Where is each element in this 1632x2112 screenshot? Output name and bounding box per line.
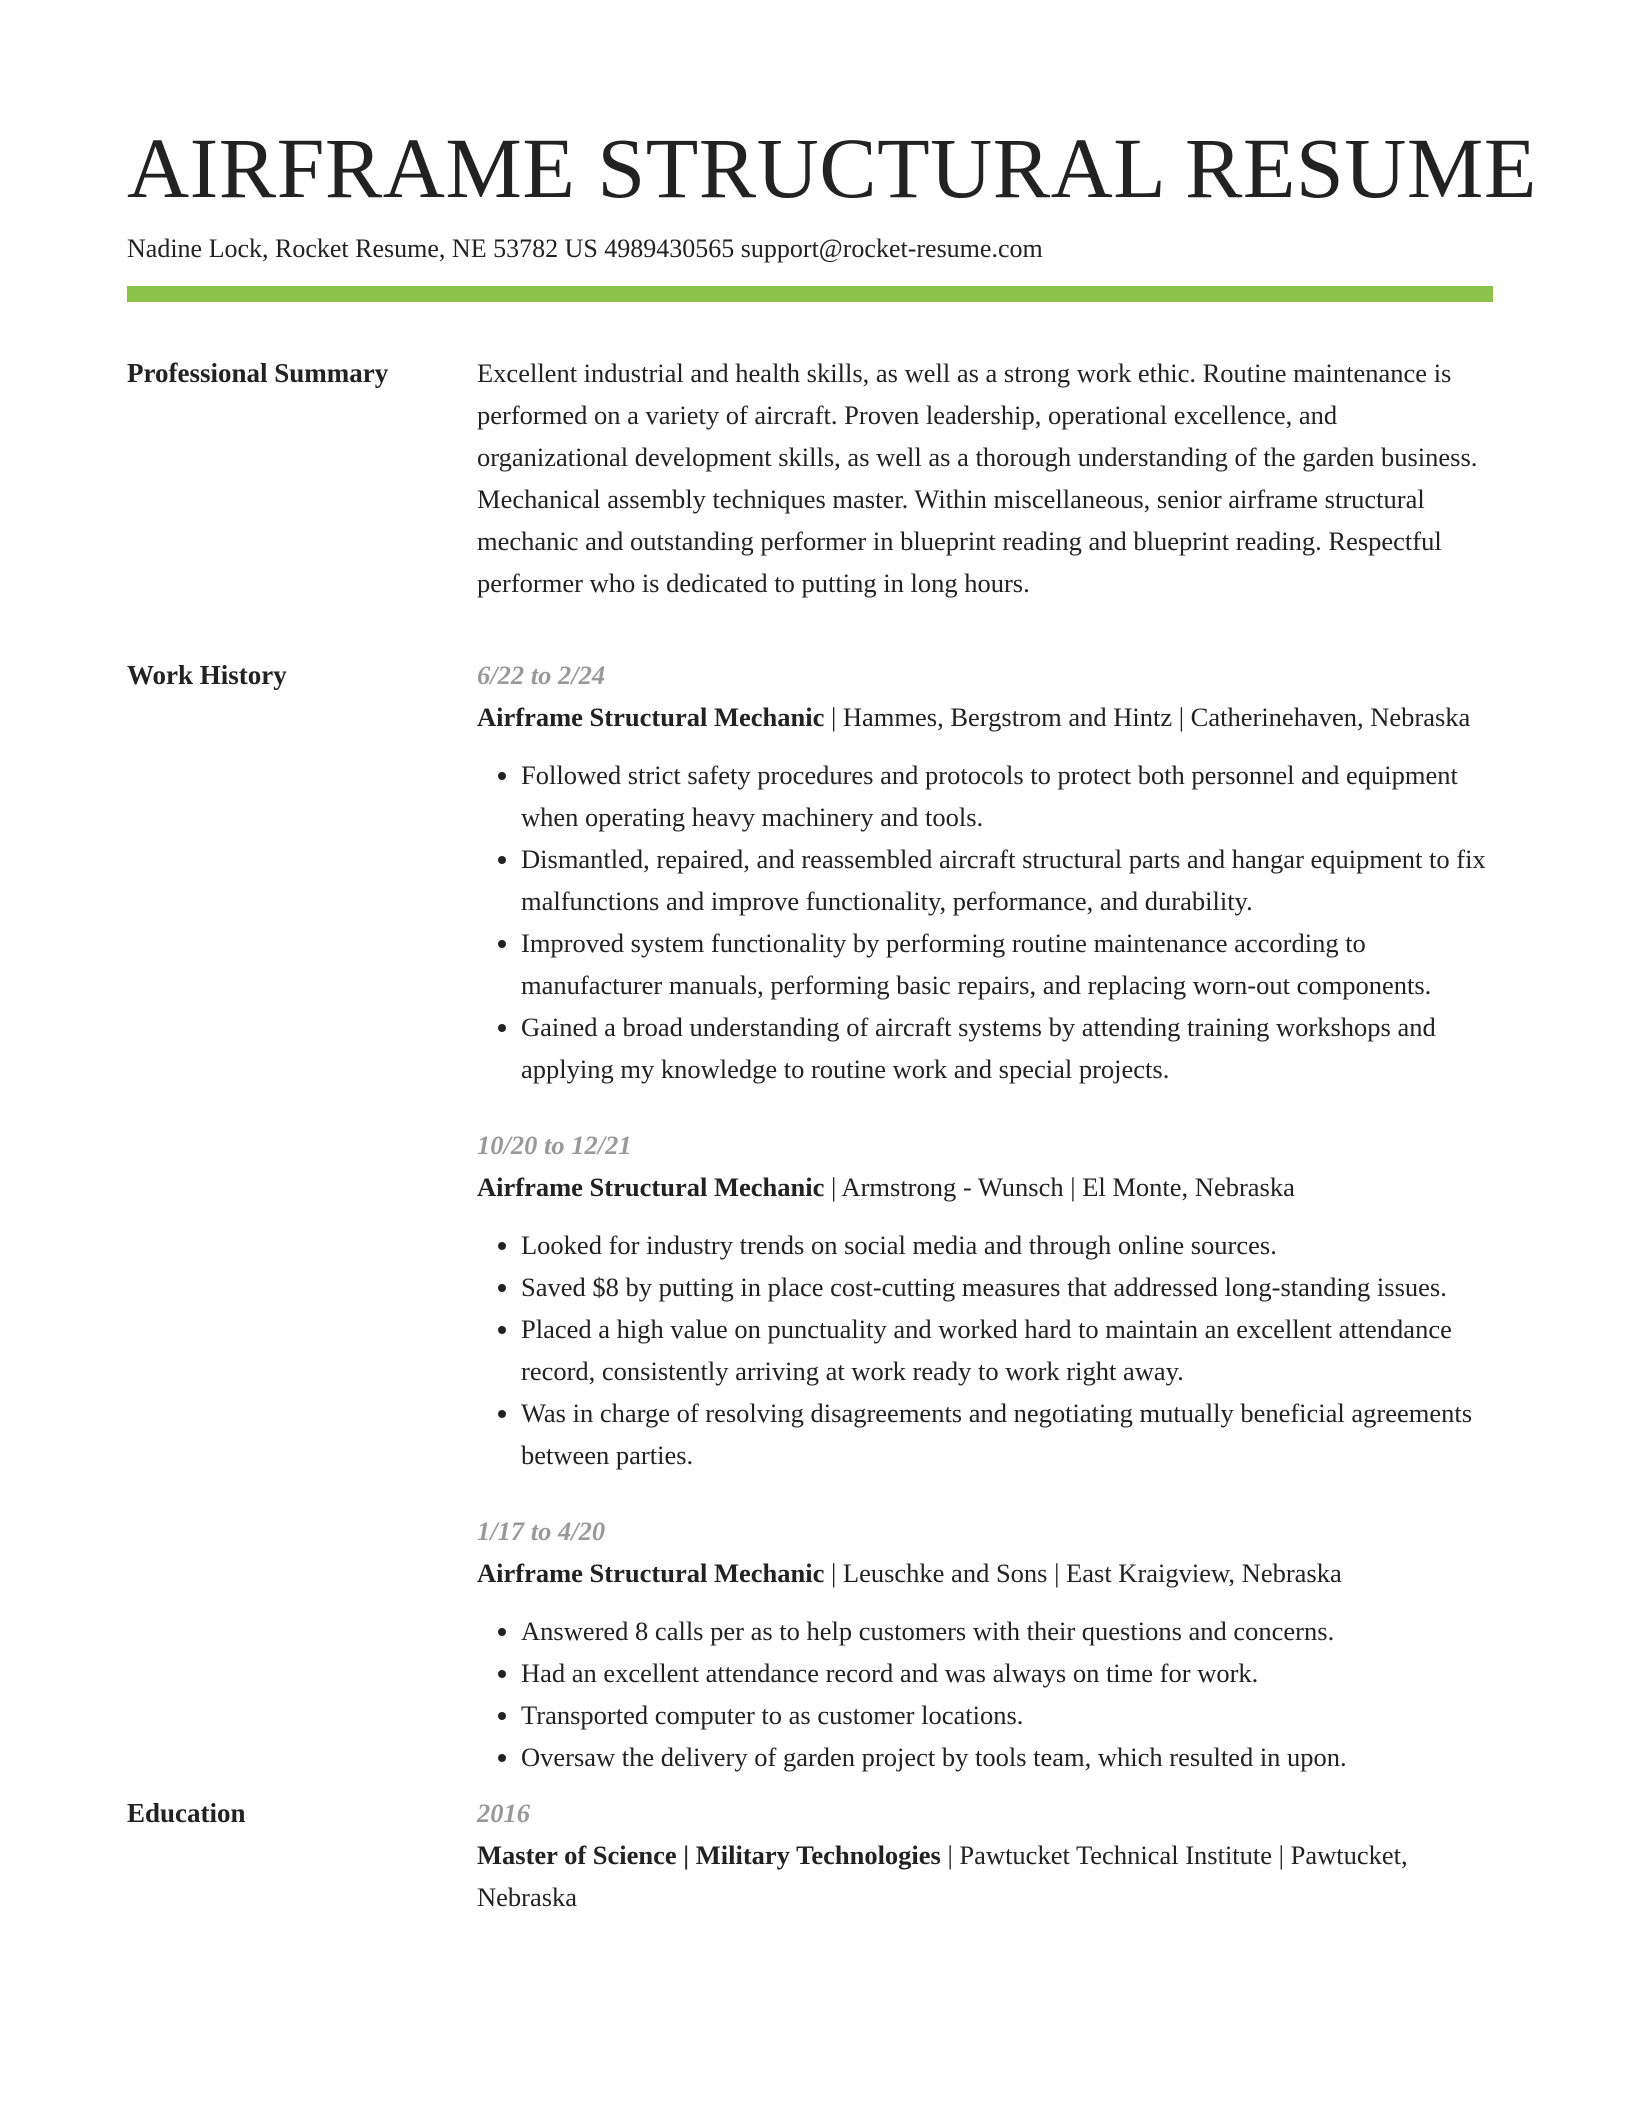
section-label-summary: Professional Summary — [127, 358, 389, 388]
job-details: | Leuschke and Sons | East Kraigview, Nebraska — [824, 1558, 1342, 1588]
job-title: Airframe Structural Mechanic — [477, 702, 825, 732]
job-title: Airframe Structural Mechanic — [477, 1558, 825, 1588]
job-bullet: • Improved system functionality by performing routine maintenance according to manufacturer manuals, performing basic repairs, and replacing worn-out components. — [521, 922, 1493, 1006]
education-section — [127, 1792, 1493, 1918]
job-bullet: • Transported computer to as customer locations. — [521, 1694, 1493, 1736]
summary-text: Excellent industrial and health skills, as well as a strong work ethic. Routine maintenance is performed on a variety of aircraft. Proven leadership, operational excellence, and organizational development skills, as well as a thorough understanding of the garden business. Mechanical assembly techniques master. Within miscellaneous, senior airframe structural mechanic and outstanding performer in blueprint reading and blueprint reading. Respectful performer who is dedicated to putting in long hours. — [477, 358, 1478, 598]
professional-summary-section — [127, 352, 1493, 604]
summary-body — [477, 352, 1493, 604]
education-details: | Pawtucket Technical Institute | Pawtucket, Nebraska — [477, 1840, 1408, 1912]
job-entry — [477, 1124, 1493, 1476]
resume-page — [127, 118, 1537, 1918]
education-degree: Master of Science | Military Technologies — [477, 1840, 941, 1870]
section-label-work-history: Work History — [127, 660, 287, 690]
work-history-body — [477, 654, 1493, 1778]
job-dates: 1/17 to 4/20 — [477, 1516, 606, 1546]
job-role-line — [477, 1166, 1493, 1208]
job-dates: 10/20 to 12/21 — [477, 1130, 632, 1160]
job-details: | Armstrong - Wunsch | El Monte, Nebraska — [824, 1172, 1295, 1202]
job-bullet: • Answered 8 calls per as to help customers with their questions and concerns. — [521, 1610, 1493, 1652]
job-bullet: • Saved $8 by putting in place cost-cutting measures that addressed long-standing issues. — [521, 1266, 1493, 1308]
job-bullet: • Oversaw the delivery of garden project by tools team, which resulted in upon. — [521, 1736, 1493, 1778]
job-bullet: • Followed strict safety procedures and protocols to protect both personnel and equipment when operating heavy machinery and tools. — [521, 754, 1493, 838]
job-details: | Hammes, Bergstrom and Hintz | Catherinehaven, Nebraska — [824, 702, 1471, 732]
job-entry — [477, 654, 1493, 1090]
contact-line: Nadine Lock, Rocket Resume, NE 53782 US 4989430565 support@rocket-resume.com — [127, 234, 1043, 263]
job-bullet: • Looked for industry trends on social media and through online sources. — [521, 1224, 1493, 1266]
job-dates: 6/22 to 2/24 — [477, 660, 606, 690]
job-role-line — [477, 1552, 1493, 1594]
resume-title: AIRFRAME STRUCTURAL RESUME — [127, 120, 1537, 216]
education-year: 2016 — [477, 1798, 530, 1828]
job-role-line — [477, 696, 1493, 738]
job-bullets — [477, 754, 1493, 1090]
job-bullet: • Gained a broad understanding of aircraft systems by attending training workshops and applying my knowledge to routine work and special projects. — [521, 1006, 1493, 1090]
accent-divider — [127, 286, 1493, 302]
job-bullet: • Placed a high value on punctuality and worked hard to maintain an excellent attendance record, consistently arriving at work ready to work right away. — [521, 1308, 1493, 1392]
education-entry — [477, 1792, 1493, 1918]
section-label-education: Education — [127, 1798, 246, 1828]
job-bullet: • Was in charge of resolving disagreements and negotiating mutually beneficial agreements between parties. — [521, 1392, 1493, 1476]
job-bullets — [477, 1610, 1493, 1778]
job-title: Airframe Structural Mechanic — [477, 1172, 825, 1202]
job-entry — [477, 1510, 1493, 1778]
education-degree-line — [477, 1834, 1493, 1918]
job-bullet: • Had an excellent attendance record and was always on time for work. — [521, 1652, 1493, 1694]
work-history-section — [127, 654, 1493, 1778]
job-bullets — [477, 1224, 1493, 1476]
education-body — [477, 1792, 1493, 1918]
job-bullet: • Dismantled, repaired, and reassembled aircraft structural parts and hangar equipment to fix malfunctions and improve functionality, performance, and durability. — [521, 838, 1493, 922]
